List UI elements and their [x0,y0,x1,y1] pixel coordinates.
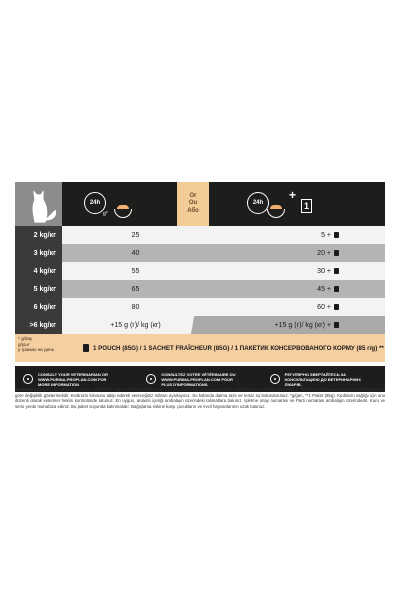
vet-advice-text [285,372,361,387]
dry-amount-cell: 65 [62,280,209,298]
pouch-note-text: 1 POUCH (85G) / 1 SACHET FRAÎCHEUR (85G) / 1 ПАКЕТИК КОНСЕРВОВАНОГО КОРМУ (85 г/g) ** [93,344,384,352]
cat-silhouette-icon [15,182,62,226]
or-ua: Або [187,207,199,214]
table-row [15,316,385,334]
table-header [15,182,385,226]
pouch-icon [301,199,312,213]
advice-line: PLUS D'INFORMATIONS [161,381,208,387]
unit-fr: g/jour [18,341,30,347]
mixed-amount-cell [209,262,385,280]
vet-advice-text [38,372,108,387]
table-row [15,244,385,262]
pouch-icon [334,286,339,292]
footer-heading: Besleme kılavuzu: [15,387,53,392]
mixed-amount-cell [209,226,385,244]
bowl-icon [114,209,132,218]
plus-icon: + [289,188,297,202]
weight-cell: >6 kg/кг [15,316,62,334]
mixed-amount-cell [209,244,385,262]
dry-amount-cell: 55 [62,262,209,280]
weight-cell: 6 kg/кг [15,298,62,316]
weight-cell: 4 kg/кг [15,262,62,280]
advice-line: WWW.PURINA-PROPLAN.COM FOR [38,376,107,382]
hours-label-right: 24h [252,200,264,206]
advice-line: CONSULTEZ VOTRE VÉTÉRINAIRE OU [161,371,236,377]
table-row [15,226,385,244]
advice-line: ЛІКАРІВ. [284,381,302,387]
units-legend [15,334,77,362]
feeding-guide-text [15,387,385,409]
dry-amount-cell: 40 [62,244,209,262]
table-row [15,298,385,316]
pouch-icon [334,250,339,256]
or-fr: Ou [188,200,198,207]
dry-amount-cell: 80 [62,298,209,316]
pouch-note [77,334,385,362]
pouch-icon [334,268,339,274]
gram-label: g* [103,211,108,217]
advice-line: КОНСУЛЬТАЦІЄЮ ДО ВЕТЕРИНАРНИХ [284,376,361,382]
clock-24h-icon-right [247,192,269,214]
advice-line: WWW.PURINA-PROPLAN.COM POUR [161,376,233,382]
mixed-amount-text: 60 + [317,303,331,311]
weight-cell: 3 kg/кг [15,244,62,262]
vet-advice-text [161,372,235,387]
mixed-amount-cell [209,316,385,334]
vet-icon [23,374,33,384]
advice-line: РЕГУЛЯРНО ЗВЕРТАЙТЕСЬ ЗА [284,371,347,377]
mixed-food-header [209,182,385,226]
mixed-amount-text: 5 + [321,231,331,239]
feeding-table [15,182,385,392]
footer-body: Bu değerler tavsiye niteliğinde olup, kedinizin ideal vücut kondisyonunu korumasına yardımcı olabilmek için, aktivite seviyesine, fiziksel kondisyonuna ve kişisel ihtiyaçlarına göre değişiklik göstermelidir. Kedinizin kilosunu takip ederek vereceğiniz miktarı ayarlayınız. Su kabında daima taze ve temiz su bulundurunuz. *g/gün, **1 Paket (85g). Kedinizin sağlığı için onu düzenli olarak veteriner hekim kontrolünde tutunuz. En uygun, anlamlı içeriği ambalajın üzerindeki talimatlara bakınız. İşletme onay numarası ve Parti numarası ambalajın üzerindedir. Kuru ve serin yerde muhafaza ediniz. Bu paket soyunda kalınmalıdır. Bağışlama riskine karşı çocukların ve evcil hayvanlarının uzak tutunuz. [15,387,385,409]
or-separator [177,182,209,226]
table-row [15,280,385,298]
pouch-icon [334,322,339,328]
pouch-icon [334,304,339,310]
mixed-amount-text: 30 + [317,267,331,275]
mixed-amount-cell [209,280,385,298]
bowl-icon-right [267,209,285,218]
pouch-count: 1 [303,201,309,211]
or-en: Or [189,192,197,199]
cat-icon-cell [15,182,62,226]
unit-en: * g/day [18,336,33,341]
weight-cell: 2 kg/кг [15,226,62,244]
pouch-icon [334,232,339,238]
hours-label: 24h [89,200,101,206]
mixed-amount-cell [209,298,385,316]
table-row [15,262,385,280]
advice-line: MORE INFORMATION [38,381,80,387]
dry-amount-cell: +15 g (г)/ kg (кг) [62,316,209,334]
units-note-row [15,334,385,362]
vet-icon [270,374,280,384]
dry-food-header [62,182,177,226]
mixed-amount-text: +15 g (г)/ kg (кг) + [274,321,331,329]
unit-ua: у грамах на день [18,347,55,353]
vet-icon [146,374,156,384]
pouch-icon [83,344,89,352]
dry-amount-cell: 25 [62,226,209,244]
weight-cell: 5 kg/кг [15,280,62,298]
advice-line: CONSULT YOUR VETERINARIAN OR [38,371,108,377]
mixed-amount-text: 45 + [317,285,331,293]
mixed-amount-text: 20 + [317,249,331,257]
